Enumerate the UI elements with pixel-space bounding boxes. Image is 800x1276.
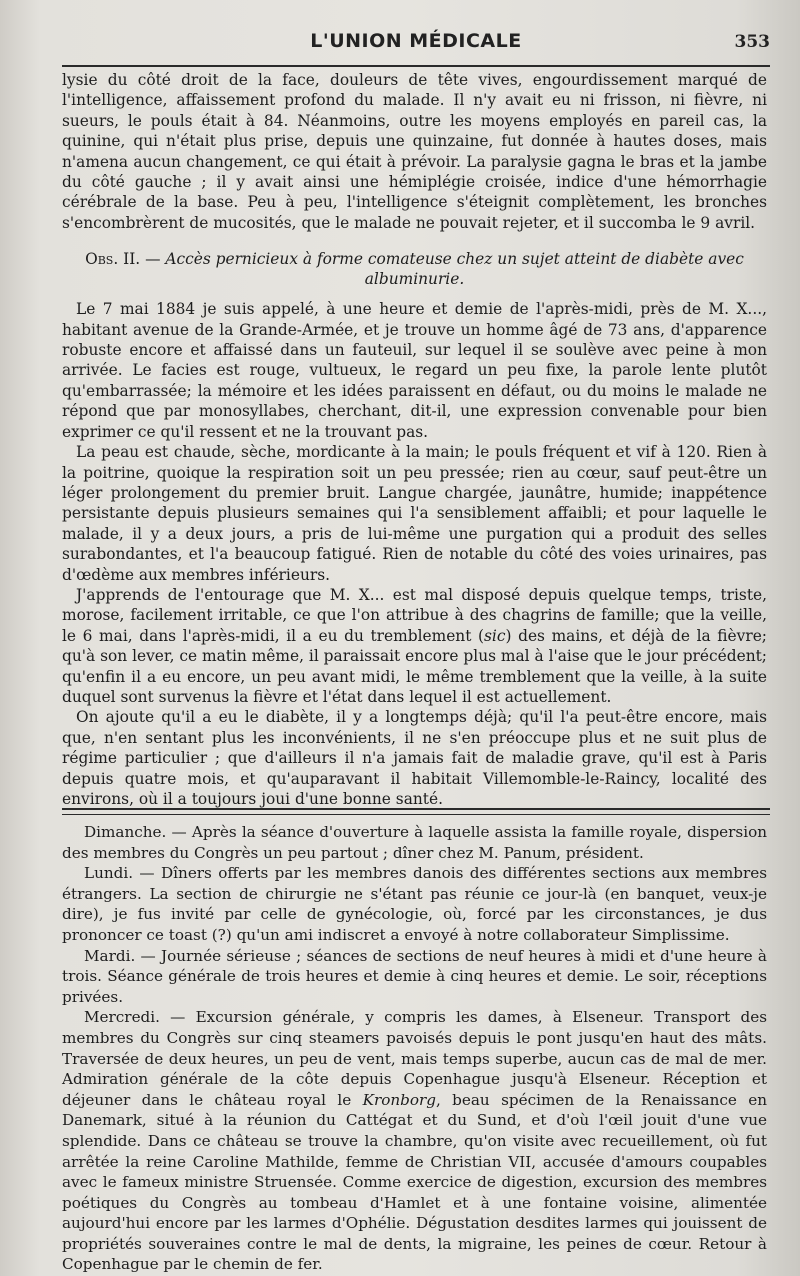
observation-label: Obs. II. bbox=[85, 250, 141, 269]
kronborg-name: Kronborg bbox=[362, 1090, 436, 1109]
page-header bbox=[62, 30, 770, 58]
article-body bbox=[62, 70, 767, 809]
feuilleton-separator bbox=[62, 808, 770, 815]
entry-mercredi bbox=[62, 1007, 767, 1275]
paragraph-4-part-a: J'apprends de l'entourage que M. X... est mal disposé depuis quelque temps, triste, morose, facilement irritable, ce que l'on attribue à des chagrins de famille; que la veille, le 6 mai, dans l'après-midi, il a eu du tremblement ( bbox=[62, 585, 767, 645]
paragraph-4 bbox=[62, 585, 767, 707]
entry-mardi: Mardi. — Journée sérieuse ; séances de sections de neuf heures à midi et d'une heure à trois. Séance générale de trois heures et demie à cinq heures et demie. Le soir, réceptions privées. bbox=[62, 946, 767, 1006]
entry-mercredi-part-a: Mercredi. — Excursion générale, y compris les dames, à Elseneur. Transport des membres du Congrès sur cinq steamers pavoisés depuis le pont jusqu'en haut des mâts. Traversée de deux heures, un peu de vent, mais temps superbe, aucun cas de mal de mer. Admiration générale de la côte depuis Copenhague jusqu'à Elseneur. Réception et déjeuner dans le château royal le bbox=[62, 1008, 767, 1109]
paragraph-5: On ajoute qu'il a eu le diabète, il y a longtemps déjà; qu'il l'a peut-être encore, mais que, n'en sentant plus les inconvénients, il ne s'en préoccupe plus et ne suit plus de régime particulier ; que d'ailleurs il n'a jamais fait de maladie grave, qu'il est à Paris depuis quatre mois, et qu'auparavant il habitait Villemomble-le-Raincy, localité des environs, où il a toujours joui d'une bonne santé. bbox=[62, 708, 767, 808]
running-title: L'UNION MÉDICALE bbox=[310, 30, 522, 52]
sic-annotation: sic bbox=[484, 626, 506, 645]
observation-title: Accès pernicieux à forme comateuse chez un sujet atteint de diabète avec albuminurie. bbox=[165, 250, 744, 289]
paragraph-1: lysie du côté droit de la face, douleurs de tête vives, engourdissement marqué de l'intelligence, affaissement profond du malade. Il n'y avait eu ni frisson, ni fièvre, ni sueurs, le pouls était à 84. Néanmoins, outre les moyens employés en pareil cas, la quinine, qui n'était plus prise, depuis une quinzaine, fut donnée à hautes doses, mais n'amena aucun changement, ce qui était à prévoir. La paralysie gagna le bras et la jambe du côté gauche ; il y avait ainsi une hémiplégie croisée, indice d'une hémorrhagie cérébrale de la base. Peu à peu, l'intelligence s'éteignit complètement, les bronches s'encombrèrent de mucosités, que le malade ne pouvait rejeter, et il succomba le 9 avril. bbox=[62, 71, 767, 232]
paragraph-3: La peau est chaude, sèche, mordicante à la main; le pouls fréquent et vif à 120. Rien à la poitrine, quoique la respiration soit un peu pressée; rien au cœur, sauf peut-être un léger prolongement du premier bruit. Langue chargée, jaunâtre, humide; inappétence persistante depuis plusieurs semaines qui l'a sensiblement affaibli; et pour laquelle le malade, il y a deux jours, a pris de lui-même une purgation qui a produit des selles surabondantes, et l'a beaucoup fatigué. Rien de notable du côté des voies urinaires, pas d'œdème aux membres inférieurs. bbox=[62, 443, 767, 584]
observation-heading bbox=[62, 249, 767, 289]
page-number: 353 bbox=[734, 32, 770, 52]
entry-dimanche: Dimanche. — Après la séance d'ouverture à laquelle assista la famille royale, dispersion des membres du Congrès un peu partout ; dîner chez M. Panum, président. bbox=[62, 823, 767, 862]
feuilleton-section bbox=[62, 822, 767, 1275]
paragraph-2: Le 7 mai 1884 je suis appelé, à une heure et demie de l'après-midi, près de M. X..., habitant avenue de la Grande-Armée, et je trouve un homme âgé de 73 ans, d'apparence robuste encore et affaissé dans un fauteuil, sur lequel il se soulève avec peine à mon arrivée. Le facies est rouge, vultueux, le regard un peu fixe, la parole lente plutôt qu'embarrassée; la mémoire et les idées paraissent en défaut, ou du moins le malade ne répond que par monosyllabes, cherchant, dit-il, une expression convenable pour bien exprimer ce qu'il ressent et ne la trouvant pas. bbox=[62, 300, 767, 441]
header-rule bbox=[62, 65, 770, 67]
paragraph-4-part-b: ) des mains, et déjà de la fièvre; qu'à son lever, ce matin même, il paraissait encore plus mal à l'aise que le jour précédent; qu'enfin il a eu encore, un peu avant midi, le même tremblement que la veille, à la suite duquel sont survenus la fièvre et l'état dans lequel il est actuellement. bbox=[62, 626, 767, 706]
observation-dash: — bbox=[140, 250, 166, 269]
entry-lundi: Lundi. — Dîners offerts par les membres danois des différentes sections aux membres étrangers. La section de chirurgie ne s'étant pas réunie ce jour-là (en banquet, veux-je dire), je fus invité par celle de gynécologie, où, forcé par les circonstances, je dus prononcer ce toast (?) qu'un ami indiscret a envoyé à notre collaborateur Simplissime. bbox=[62, 864, 767, 944]
entry-mercredi-part-b: , beau spécimen de la Renaissance en Danemark, situé à la réunion du Cattégat et du Sund, et d'où l'œil jouit d'une vue splendide. Dans ce château se trouve la chambre, qu'on visite avec recueillement, où fut arrêtée la reine Caroline Mathilde, femme de Christian VII, accusée d'amours coupables avec le fameux ministre Struensée. Comme exercice de digestion, excursion des membres poétiques du Congrès au tombeau d'Hamlet et à une fontaine voisine, alimentée aujourd'hui encore par les larmes d'Ophélie. Dégustation desdites larmes qui jouissent de propriétés souveraines contre le mal de dents, la migraine, les peines de cœur. Retour à Copenhague par le chemin de fer. bbox=[62, 1090, 767, 1274]
